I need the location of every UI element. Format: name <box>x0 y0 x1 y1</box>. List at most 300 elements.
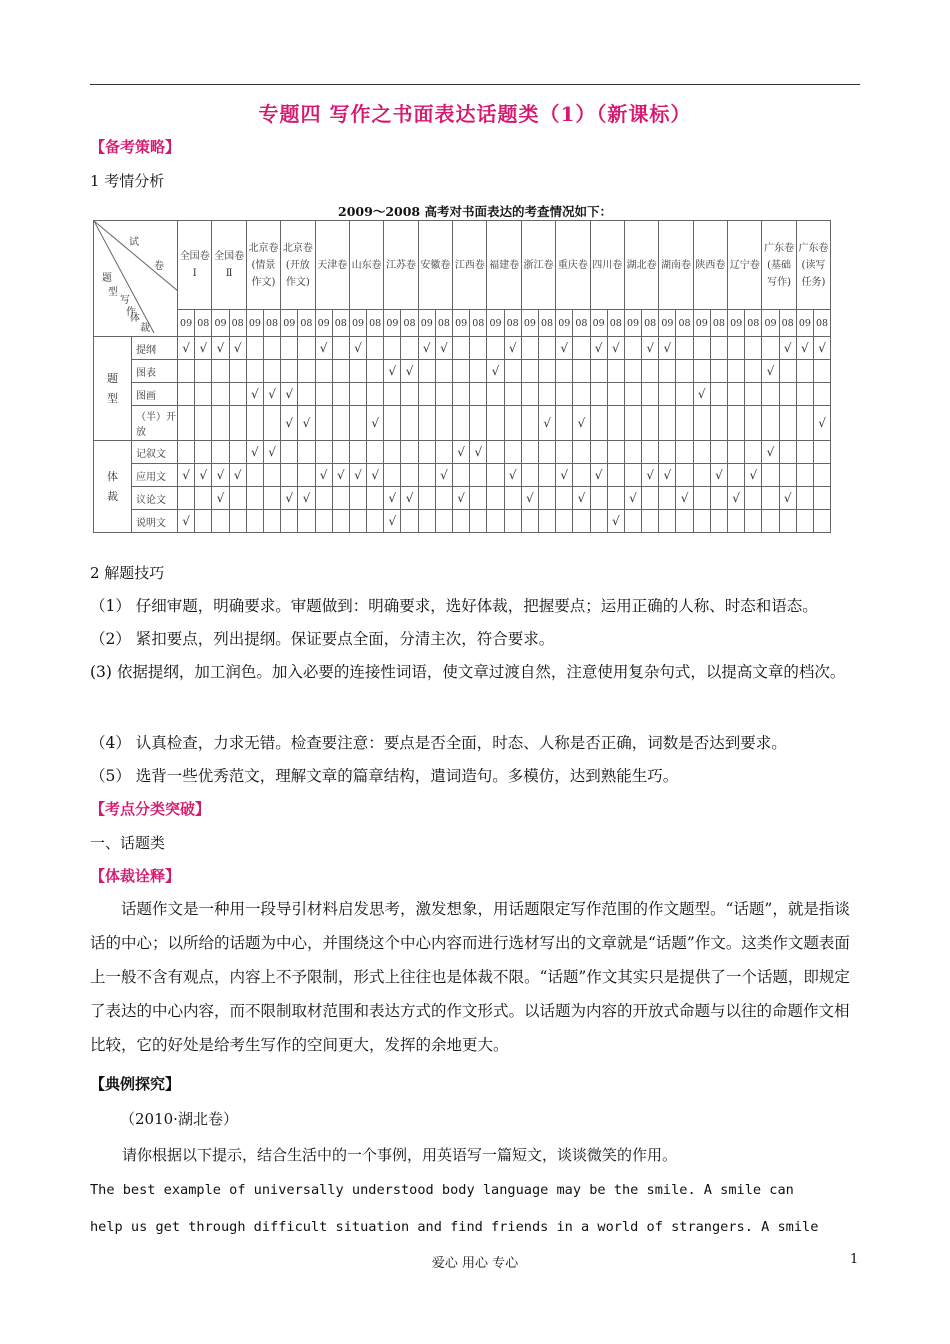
mark-cell <box>538 360 555 383</box>
mark-cell: √ <box>573 406 590 441</box>
mark-cell <box>642 383 659 406</box>
mark-cell <box>624 383 641 406</box>
row-label: 记叙文 <box>132 441 178 464</box>
column-header: 陕西卷 <box>693 221 727 310</box>
mark-cell <box>590 487 607 510</box>
mark-cell <box>367 487 384 510</box>
mark-cell <box>487 441 504 464</box>
mark-cell <box>487 487 504 510</box>
mark-cell <box>315 406 332 441</box>
mark-cell <box>367 383 384 406</box>
mark-cell <box>813 510 830 533</box>
mark-cell: √ <box>281 406 298 441</box>
mark-cell: √ <box>607 337 624 360</box>
mark-cell <box>470 360 487 383</box>
mark-cell <box>281 360 298 383</box>
mark-cell: √ <box>642 337 659 360</box>
mark-cell <box>229 487 246 510</box>
mark-cell <box>813 360 830 383</box>
mark-cell <box>573 337 590 360</box>
mark-cell <box>676 383 693 406</box>
mark-cell <box>813 383 830 406</box>
mark-cell: √ <box>212 487 229 510</box>
mark-cell <box>538 464 555 487</box>
mark-cell: √ <box>745 464 762 487</box>
mark-cell <box>332 510 349 533</box>
mark-cell <box>676 360 693 383</box>
mark-cell <box>453 406 470 441</box>
column-header: 北京卷(情景作文) <box>246 221 280 310</box>
mark-cell <box>659 383 676 406</box>
mark-cell <box>435 510 452 533</box>
mark-cell: √ <box>504 337 521 360</box>
mark-cell <box>693 510 710 533</box>
year-cell: 08 <box>332 310 349 337</box>
mark-cell <box>693 406 710 441</box>
column-header: 重庆卷 <box>556 221 590 310</box>
column-header: 全国卷Ⅱ <box>212 221 246 310</box>
mark-cell <box>521 464 538 487</box>
mark-cell: √ <box>178 464 195 487</box>
mark-cell <box>728 360 745 383</box>
mark-cell <box>521 441 538 464</box>
mark-cell <box>435 360 452 383</box>
mark-cell: √ <box>281 487 298 510</box>
mark-cell <box>367 441 384 464</box>
mark-cell <box>745 487 762 510</box>
mark-cell <box>745 441 762 464</box>
column-header: 全国卷Ⅰ <box>178 221 212 310</box>
mark-cell <box>229 510 246 533</box>
column-header: 浙江卷 <box>521 221 555 310</box>
corner-label-type: 作 <box>126 307 136 318</box>
mark-cell <box>710 406 727 441</box>
mark-cell: √ <box>195 464 212 487</box>
year-cell: 09 <box>762 310 779 337</box>
mark-cell <box>487 383 504 406</box>
year-cell: 08 <box>779 310 796 337</box>
mark-cell <box>779 441 796 464</box>
corner-label-type: 裁 <box>140 323 150 334</box>
mark-cell <box>676 441 693 464</box>
column-header: 山东卷 <box>349 221 383 310</box>
mark-cell <box>642 487 659 510</box>
corner-label-paper: 试 <box>129 237 139 248</box>
mark-cell <box>642 406 659 441</box>
mark-cell <box>246 337 263 360</box>
mark-cell <box>607 406 624 441</box>
mark-cell <box>796 441 813 464</box>
mark-cell <box>263 406 280 441</box>
row-label: 应用文 <box>132 464 178 487</box>
mark-cell <box>229 406 246 441</box>
mark-cell <box>762 487 779 510</box>
mark-cell <box>470 464 487 487</box>
mark-cell: √ <box>195 337 212 360</box>
mark-cell <box>246 487 263 510</box>
mark-cell <box>435 487 452 510</box>
mark-cell <box>487 337 504 360</box>
mark-cell: √ <box>212 464 229 487</box>
example-prompt: 请你根据以下提示，结合生活中的一个事例，用英语写一篇短文，谈谈微笑的作用。 <box>122 1146 678 1164</box>
corner-label-type: 题 <box>102 273 112 284</box>
mark-cell: √ <box>435 464 452 487</box>
mark-cell <box>401 464 418 487</box>
year-cell: 08 <box>401 310 418 337</box>
mark-cell <box>607 383 624 406</box>
year-cell: 09 <box>590 310 607 337</box>
mark-cell <box>281 464 298 487</box>
mark-cell: √ <box>762 441 779 464</box>
mark-cell <box>332 406 349 441</box>
mark-cell <box>710 441 727 464</box>
mark-cell <box>263 464 280 487</box>
mark-cell <box>195 510 212 533</box>
mark-cell <box>779 360 796 383</box>
mark-cell: √ <box>178 337 195 360</box>
mark-cell <box>349 487 366 510</box>
mark-cell <box>521 383 538 406</box>
row-group-char: 题 <box>107 371 118 385</box>
mark-cell <box>590 383 607 406</box>
mark-cell <box>745 383 762 406</box>
topic-category-heading: 一、话题类 <box>90 834 166 852</box>
mark-cell <box>487 510 504 533</box>
mark-cell <box>796 510 813 533</box>
section-genre-heading: 【体裁诠释】 <box>90 867 181 885</box>
mark-cell <box>762 406 779 441</box>
mark-cell: √ <box>349 464 366 487</box>
mark-cell: √ <box>590 337 607 360</box>
mark-cell: √ <box>556 337 573 360</box>
mark-cell <box>418 360 435 383</box>
mark-cell: √ <box>556 464 573 487</box>
mark-cell <box>178 360 195 383</box>
mark-cell <box>796 406 813 441</box>
mark-cell <box>728 406 745 441</box>
mark-cell: √ <box>453 487 470 510</box>
mark-cell <box>384 406 401 441</box>
mark-cell: √ <box>487 360 504 383</box>
mark-cell <box>556 487 573 510</box>
mark-cell <box>332 383 349 406</box>
mark-cell <box>195 383 212 406</box>
mark-cell <box>556 360 573 383</box>
page-title: 专题四 写作之书面表达话题类（1）（新课标） <box>258 102 692 126</box>
mark-cell <box>263 337 280 360</box>
header-rule <box>90 84 860 85</box>
row-label: 图表 <box>132 360 178 383</box>
mark-cell <box>504 487 521 510</box>
mark-cell <box>556 510 573 533</box>
mark-cell <box>384 441 401 464</box>
mark-cell <box>401 510 418 533</box>
mark-cell <box>453 464 470 487</box>
mark-cell <box>779 406 796 441</box>
year-cell: 08 <box>229 310 246 337</box>
mark-cell <box>504 406 521 441</box>
tip-3: (3) 依据提纲，加工润色。加入必要的连接性词语，使文章过渡自然，注意使用复杂句式，以提高文章的档次。 <box>90 663 846 681</box>
mark-cell <box>573 360 590 383</box>
mark-cell <box>607 464 624 487</box>
row-group-label <box>94 441 132 533</box>
mark-cell <box>813 464 830 487</box>
mark-cell <box>332 487 349 510</box>
mark-cell <box>470 383 487 406</box>
mark-cell <box>384 464 401 487</box>
mark-cell: √ <box>281 383 298 406</box>
mark-cell <box>401 383 418 406</box>
mark-cell <box>796 464 813 487</box>
mark-cell <box>728 464 745 487</box>
mark-cell <box>229 360 246 383</box>
mark-cell <box>298 464 315 487</box>
mark-cell: √ <box>315 464 332 487</box>
column-header: 安徽卷 <box>418 221 452 310</box>
tip-2: （2） 紧扣要点，列出提纲。保证要点全面，分清主次，符合要求。 <box>90 630 555 648</box>
mark-cell <box>178 383 195 406</box>
mark-cell <box>349 383 366 406</box>
mark-cell <box>573 383 590 406</box>
mark-cell <box>607 441 624 464</box>
column-header: 北京卷(开放作文) <box>281 221 315 310</box>
mark-cell: √ <box>246 441 263 464</box>
mark-cell <box>710 510 727 533</box>
mark-cell <box>624 406 641 441</box>
mark-cell <box>745 337 762 360</box>
mark-cell <box>590 360 607 383</box>
mark-cell <box>624 337 641 360</box>
mark-cell <box>676 406 693 441</box>
corner-label-paper: 卷 <box>154 261 164 272</box>
mark-cell: √ <box>401 487 418 510</box>
mark-cell <box>762 464 779 487</box>
year-cell: 09 <box>178 310 195 337</box>
mark-cell <box>298 510 315 533</box>
mark-cell <box>418 464 435 487</box>
mark-cell <box>728 510 745 533</box>
mark-cell: √ <box>659 464 676 487</box>
mark-cell: √ <box>710 464 727 487</box>
column-header: 辽宁卷 <box>728 221 762 310</box>
mark-cell: √ <box>298 406 315 441</box>
mark-cell <box>693 360 710 383</box>
row-group-char: 体 <box>107 469 118 483</box>
mark-cell <box>195 360 212 383</box>
mark-cell <box>659 441 676 464</box>
mark-cell: √ <box>401 360 418 383</box>
year-cell: 08 <box>435 310 452 337</box>
year-cell: 08 <box>607 310 624 337</box>
mark-cell: √ <box>263 441 280 464</box>
mark-cell <box>418 383 435 406</box>
mark-cell <box>315 383 332 406</box>
mark-cell <box>246 510 263 533</box>
mark-cell <box>315 441 332 464</box>
mark-cell <box>246 464 263 487</box>
section-example-heading: 【典例探究】 <box>90 1075 181 1093</box>
mark-cell <box>693 487 710 510</box>
mark-cell <box>470 510 487 533</box>
mark-cell <box>298 337 315 360</box>
year-cell: 08 <box>538 310 555 337</box>
mark-cell <box>745 360 762 383</box>
corner-label-type: 型 <box>108 287 118 298</box>
mark-cell <box>573 510 590 533</box>
solving-skills-heading: 2 解题技巧 <box>90 564 165 582</box>
mark-cell: √ <box>332 464 349 487</box>
mark-cell: √ <box>659 337 676 360</box>
mark-cell <box>332 337 349 360</box>
mark-cell <box>538 441 555 464</box>
mark-cell: √ <box>607 510 624 533</box>
mark-cell: √ <box>813 337 830 360</box>
mark-cell <box>298 441 315 464</box>
mark-cell <box>659 360 676 383</box>
mark-cell <box>315 360 332 383</box>
year-cell: 08 <box>745 310 762 337</box>
mark-cell <box>281 337 298 360</box>
year-cell: 08 <box>367 310 384 337</box>
year-cell: 08 <box>470 310 487 337</box>
mark-cell <box>521 360 538 383</box>
year-cell: 09 <box>487 310 504 337</box>
mark-cell <box>813 487 830 510</box>
year-cell: 09 <box>281 310 298 337</box>
mark-cell: √ <box>384 360 401 383</box>
mark-cell: √ <box>676 487 693 510</box>
year-cell: 08 <box>642 310 659 337</box>
mark-cell <box>367 360 384 383</box>
mark-cell: √ <box>728 487 745 510</box>
year-cell: 08 <box>298 310 315 337</box>
mark-cell <box>487 464 504 487</box>
mark-cell <box>556 406 573 441</box>
mark-cell <box>762 510 779 533</box>
year-cell: 09 <box>246 310 263 337</box>
mark-cell: √ <box>384 510 401 533</box>
tip-1: （1） 仔细审题，明确要求。审题做到：明确要求，选好体裁，把握要点；运用正确的人称、时态和语态。 <box>90 597 818 615</box>
year-cell: 08 <box>813 310 830 337</box>
mark-cell <box>418 510 435 533</box>
mark-cell <box>487 406 504 441</box>
mark-cell <box>298 383 315 406</box>
mark-cell <box>590 406 607 441</box>
mark-cell <box>779 510 796 533</box>
row-label: 提纲 <box>132 337 178 360</box>
mark-cell: √ <box>212 337 229 360</box>
mark-cell <box>504 360 521 383</box>
mark-cell: √ <box>590 464 607 487</box>
mark-cell: √ <box>779 337 796 360</box>
mark-cell <box>212 406 229 441</box>
mark-cell <box>298 360 315 383</box>
mark-cell <box>745 510 762 533</box>
column-header: 四川卷 <box>590 221 624 310</box>
mark-cell <box>710 383 727 406</box>
row-label: 图画 <box>132 383 178 406</box>
mark-cell <box>521 510 538 533</box>
mark-cell <box>590 441 607 464</box>
mark-cell <box>195 487 212 510</box>
mark-cell: √ <box>229 337 246 360</box>
mark-cell: √ <box>418 337 435 360</box>
mark-cell: √ <box>796 337 813 360</box>
genre-paragraph: 话题作文是一种用一段导引材料启发思考，激发想象，用话题限定写作范围的作文题型。“话题”，就是指谈话的中心；以所给的话题为中心，并围绕这个中心内容而进行选材写出的文章就是“话题”作文。这类作文题表面上一般不含有观点，内容上不予限制，形式上往往也是体裁不限。“话题”作文其实只是提供了一个话题，即规定了表达的中心内容，而不限制取材范围和表达方式的作文形式。以话题为内容的开放式命题与以往的命题作文相比较，它的好处是给考生写作的空间更大，发挥的余地更大。 <box>90 900 850 1054</box>
mark-cell: √ <box>573 487 590 510</box>
year-cell: 09 <box>384 310 401 337</box>
column-header: 江苏卷 <box>384 221 418 310</box>
mark-cell <box>728 383 745 406</box>
mark-cell <box>710 487 727 510</box>
table-corner-cell <box>94 221 178 337</box>
mark-cell <box>367 510 384 533</box>
mark-cell <box>779 464 796 487</box>
mark-cell <box>418 487 435 510</box>
mark-cell <box>693 464 710 487</box>
section-breakthrough-heading: 【考点分类突破】 <box>90 800 211 818</box>
mark-cell <box>332 360 349 383</box>
year-cell: 09 <box>693 310 710 337</box>
mark-cell <box>453 383 470 406</box>
mark-cell <box>332 441 349 464</box>
exam-table <box>93 220 831 533</box>
mark-cell <box>470 337 487 360</box>
mark-cell: √ <box>349 337 366 360</box>
mark-cell: √ <box>624 487 641 510</box>
english-text-line-2: help us get through difficult situation and find friends in a world of strangers. A smile <box>90 1219 819 1235</box>
english-text-line-1: The best example of universally understood body language may be the smile. A smile can <box>90 1182 794 1198</box>
mark-cell: √ <box>521 487 538 510</box>
mark-cell <box>263 487 280 510</box>
mark-cell <box>504 510 521 533</box>
mark-cell <box>659 487 676 510</box>
mark-cell <box>796 360 813 383</box>
mark-cell <box>453 337 470 360</box>
row-label: （半）开放 <box>132 406 178 441</box>
year-cell: 09 <box>521 310 538 337</box>
mark-cell <box>418 406 435 441</box>
tip-5: （5） 选背一些优秀范文，理解文章的篇章结构，遣词造句。多模仿，达到熟能生巧。 <box>90 767 679 785</box>
mark-cell <box>470 406 487 441</box>
mark-cell <box>521 337 538 360</box>
mark-cell <box>590 510 607 533</box>
year-cell: 09 <box>418 310 435 337</box>
mark-cell <box>538 383 555 406</box>
mark-cell: √ <box>384 487 401 510</box>
row-label: 说明文 <box>132 510 178 533</box>
mark-cell: √ <box>762 360 779 383</box>
mark-cell <box>263 360 280 383</box>
row-group-char: 型 <box>107 391 118 405</box>
mark-cell: √ <box>453 441 470 464</box>
column-header: 湖南卷 <box>659 221 693 310</box>
mark-cell <box>212 441 229 464</box>
mark-cell <box>212 510 229 533</box>
mark-cell <box>521 406 538 441</box>
mark-cell: √ <box>470 441 487 464</box>
mark-cell <box>745 406 762 441</box>
mark-cell <box>470 487 487 510</box>
year-cell: 09 <box>624 310 641 337</box>
mark-cell <box>212 383 229 406</box>
mark-cell <box>813 441 830 464</box>
mark-cell <box>195 441 212 464</box>
mark-cell <box>401 337 418 360</box>
mark-cell <box>624 464 641 487</box>
mark-cell <box>401 441 418 464</box>
year-cell: 09 <box>349 310 366 337</box>
